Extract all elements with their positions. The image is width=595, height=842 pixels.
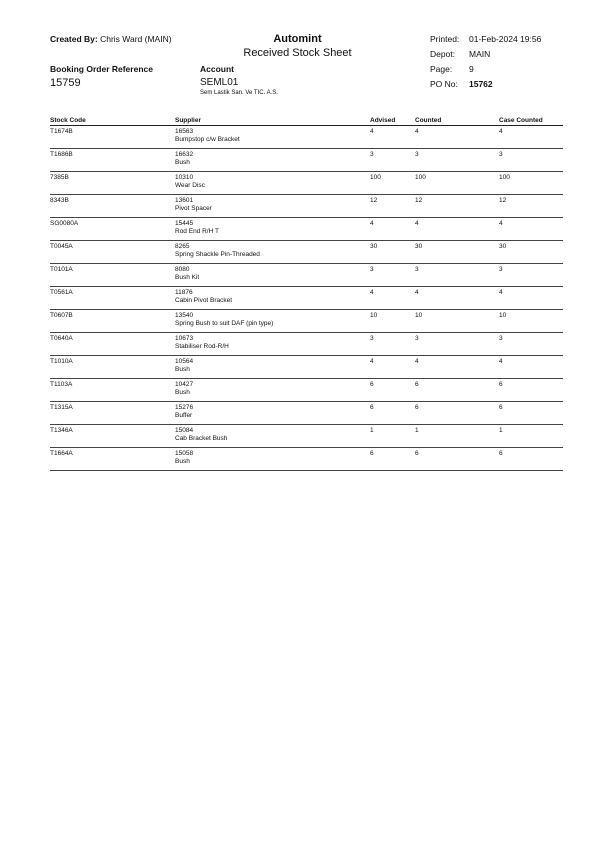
item-description: Bush Kit [175,274,200,281]
page-value: 9 [469,64,474,74]
account-label: Account [200,64,234,74]
advised-qty: 12 [370,195,415,218]
supplier-code: 15445 [175,220,194,227]
advised-qty: 4 [370,218,415,241]
case-counted-qty: 6 [499,448,563,471]
table-row [50,149,563,172]
booking-ref-value: 15759 [50,77,81,89]
supplier-cell [175,195,370,218]
table-row [50,264,563,287]
supplier-code: 11876 [175,289,193,296]
document-title: Received Stock Sheet [243,47,352,59]
table-row [50,379,563,402]
table-row [50,241,563,264]
counted-qty: 6 [415,448,499,471]
account-name: Sem Lastik San. Ve TIC. A.S. [200,90,278,96]
item-description: Buffer [175,412,193,419]
stock-code: T1686B [50,149,175,172]
counted-qty: 4 [415,218,499,241]
counted-qty: 3 [415,264,499,287]
supplier-cell [175,356,370,379]
created-by-label: Created By: [50,34,98,44]
stock-code: T1315A [50,402,175,425]
supplier-cell [175,402,370,425]
supplier-code: 15058 [175,450,194,457]
created-by-value: Chris Ward (MAIN) [100,34,172,44]
stock-table [50,114,563,471]
table-row [50,172,563,195]
supplier-code: 8265 [175,243,190,250]
supplier-cell [175,241,370,264]
supplier-code: 15084 [175,427,194,434]
counted-qty: 10 [415,310,499,333]
counted-qty: 6 [415,379,499,402]
page-label: Page: [430,64,453,74]
booking-ref-label: Booking Order Reference [50,64,153,74]
stock-code: 8343B [50,195,175,218]
supplier-cell [175,149,370,172]
case-counted-qty: 4 [499,287,563,310]
item-description: Bush [175,159,190,166]
case-counted-qty: 100 [499,172,563,195]
stock-code: T1346A [50,425,175,448]
advised-qty: 4 [370,356,415,379]
table-row [50,402,563,425]
supplier-code: 8080 [175,266,190,273]
table-header-row [50,114,563,126]
case-counted-qty: 10 [499,310,563,333]
advised-qty: 3 [370,333,415,356]
counted-qty: 3 [415,333,499,356]
stock-code: SG0080A [50,218,175,241]
advised-qty: 30 [370,241,415,264]
supplier-code: 16563 [175,128,194,135]
stock-code: T0640A [50,333,175,356]
supplier-code: 10310 [175,174,194,181]
col-case-counted: Case Counted [499,114,563,126]
stock-code: T1103A [50,379,175,402]
case-counted-qty: 6 [499,402,563,425]
supplier-cell [175,172,370,195]
counted-qty: 4 [415,126,499,149]
case-counted-qty: 6 [499,379,563,402]
supplier-cell [175,379,370,402]
table-row [50,126,563,149]
supplier-cell [175,310,370,333]
counted-qty: 1 [415,425,499,448]
supplier-code: 13601 [175,197,194,204]
item-description: Bush [175,458,190,465]
counted-qty: 4 [415,356,499,379]
stock-code: T1010A [50,356,175,379]
item-description: Bumpstop c/w Bracket [175,136,240,143]
stock-code: T0101A [50,264,175,287]
supplier-code: 16632 [175,151,194,158]
supplier-cell [175,218,370,241]
table-row [50,356,563,379]
counted-qty: 6 [415,402,499,425]
item-description: Stabiliser Rod-R/H [175,343,229,350]
stock-code: T0607B [50,310,175,333]
printed-label: Printed: [430,34,460,44]
case-counted-qty: 30 [499,241,563,264]
supplier-cell [175,287,370,310]
table-row [50,333,563,356]
col-counted: Counted [415,114,499,126]
item-description: Spring Bush to suit DAF (pin type) [175,320,274,327]
supplier-cell [175,448,370,471]
advised-qty: 1 [370,425,415,448]
table-row [50,218,563,241]
account-code: SEML01 [200,77,239,88]
advised-qty: 3 [370,149,415,172]
item-description: Pivot Spacer [175,205,212,212]
table-row [50,195,563,218]
col-stock-code: Stock Code [50,114,175,126]
advised-qty: 3 [370,264,415,287]
po-label: PO No: [430,79,458,89]
stock-code: T0561A [50,287,175,310]
printed-value: 01-Feb-2024 19:56 [469,34,542,44]
supplier-cell [175,264,370,287]
case-counted-qty: 4 [499,218,563,241]
stock-code: T0045A [50,241,175,264]
advised-qty: 4 [370,126,415,149]
supplier-code: 15276 [175,404,194,411]
item-description: Cabin Pivot Bracket [175,297,233,304]
counted-qty: 12 [415,195,499,218]
advised-qty: 6 [370,379,415,402]
item-description: Spring Shackle Pin-Threaded [175,251,260,258]
item-description: Bush [175,366,190,373]
item-description: Bush [175,389,190,396]
table-row [50,448,563,471]
table-row [50,310,563,333]
advised-qty: 100 [370,172,415,195]
col-advised: Advised [370,114,415,126]
case-counted-qty: 4 [499,356,563,379]
counted-qty: 3 [415,149,499,172]
item-description: Rod End R/H T [175,228,219,235]
item-description: Wear Disc [175,182,205,189]
company-name: Automint [273,33,322,45]
advised-qty: 6 [370,448,415,471]
case-counted-qty: 3 [499,264,563,287]
stock-code: 7385B [50,172,175,195]
counted-qty: 4 [415,287,499,310]
depot-label: Depot: [430,49,456,59]
advised-qty: 6 [370,402,415,425]
po-value: 15762 [469,79,493,89]
stock-code: T1664A [50,448,175,471]
case-counted-qty: 12 [499,195,563,218]
advised-qty: 4 [370,287,415,310]
case-counted-qty: 4 [499,126,563,149]
supplier-code: 10564 [175,358,194,365]
case-counted-qty: 3 [499,333,563,356]
counted-qty: 100 [415,172,499,195]
supplier-code: 10673 [175,335,194,342]
depot-value: MAIN [469,49,491,59]
item-description: Cab Bracket Bush [175,435,228,442]
supplier-cell [175,425,370,448]
case-counted-qty: 3 [499,149,563,172]
supplier-cell [175,126,370,149]
case-counted-qty: 1 [499,425,563,448]
table-row [50,287,563,310]
counted-qty: 30 [415,241,499,264]
col-supplier: Supplier [175,114,370,126]
table-row [50,425,563,448]
supplier-cell [175,333,370,356]
stock-code: T1674B [50,126,175,149]
supplier-code: 10427 [175,381,194,388]
supplier-code: 13540 [175,312,194,319]
advised-qty: 10 [370,310,415,333]
